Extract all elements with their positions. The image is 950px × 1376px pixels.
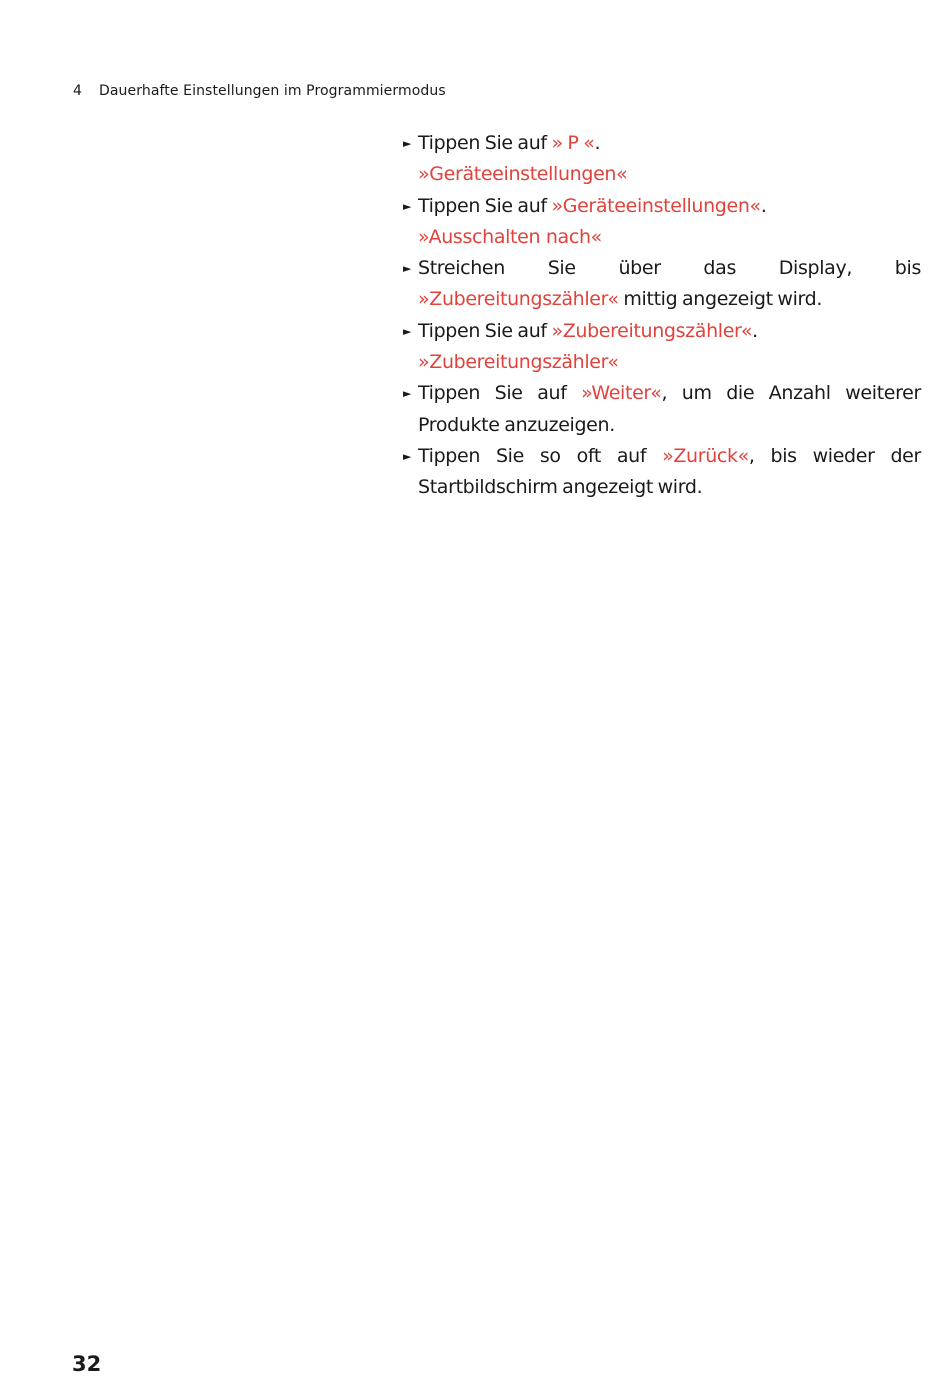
ui-reference: »Geräteeinstellungen« bbox=[551, 194, 761, 217]
step-text-end: . bbox=[760, 194, 767, 217]
chapter-title: Dauerhafte Einstellungen im Programmiermodus bbox=[99, 83, 446, 99]
instruction-step bbox=[403, 128, 921, 159]
step-text: Tippen Sie auf bbox=[418, 382, 582, 405]
step-text: Tippen Sie auf bbox=[418, 194, 552, 217]
instruction-step bbox=[403, 191, 921, 222]
triangle-right-bullet-icon: ► bbox=[403, 199, 412, 213]
chapter-number: 4 bbox=[73, 83, 83, 99]
triangle-right-bullet-icon: ► bbox=[403, 262, 412, 276]
step-result: »Ausschalten nach« bbox=[418, 225, 602, 248]
instruction-step bbox=[403, 441, 921, 504]
step-text-end: . bbox=[752, 319, 758, 342]
step-text: Tippen Sie auf bbox=[418, 319, 552, 342]
triangle-right-bullet-icon: ► bbox=[403, 449, 412, 463]
step-text: Tippen Sie so oft auf bbox=[418, 444, 663, 467]
step-text-end: , um die Anzahl weiterer Produkte anzuzeigen. bbox=[418, 382, 921, 436]
ui-reference: »Zubereitungszähler« bbox=[418, 288, 619, 311]
triangle-right-bullet-icon: ► bbox=[403, 324, 412, 338]
step-text-end: . bbox=[594, 132, 601, 154]
step-result: »Geräteeinstellungen« bbox=[418, 163, 628, 186]
step-text-end: mittig angezeigt wird. bbox=[618, 288, 823, 311]
step-result: »Zubereitungszähler« bbox=[418, 351, 619, 374]
step-text: Streichen Sie über das Display, bis bbox=[418, 257, 921, 280]
step-text: Tippen Sie auf bbox=[418, 132, 552, 154]
instruction-step bbox=[403, 253, 921, 316]
instruction-step bbox=[403, 378, 921, 441]
instruction-step bbox=[403, 316, 921, 347]
instruction-list bbox=[403, 128, 921, 504]
ui-reference: »Weiter« bbox=[581, 382, 662, 405]
ui-reference: » P « bbox=[551, 132, 595, 154]
ui-reference: »Zurück« bbox=[662, 444, 749, 467]
step-text-end: , bis wieder der Startbildschirm angezeigt wird. bbox=[418, 444, 921, 499]
triangle-right-bullet-icon: ► bbox=[403, 137, 412, 150]
page-number: 32 bbox=[72, 1352, 102, 1376]
ui-reference: »Zubereitungszähler« bbox=[551, 319, 753, 342]
running-header bbox=[73, 83, 446, 99]
triangle-right-bullet-icon: ► bbox=[403, 387, 412, 401]
